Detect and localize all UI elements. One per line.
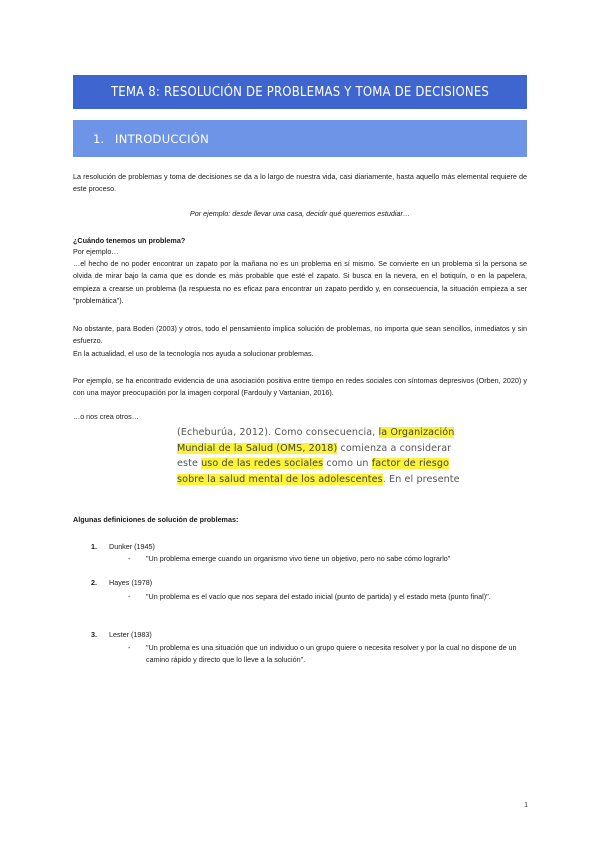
evidencia-paragraph: Por ejemplo, se ha encontrado evidencia de una asociación positiva entre tiempo en redes sociales con síntomas depresivos (Orben, 2020) y con una mayor preocupación por la imagen corporal (Fardouly y Vartanian, 2016). bbox=[73, 376, 527, 398]
quote-highlight: la Organización bbox=[378, 427, 455, 438]
quote-line-1 bbox=[177, 425, 455, 441]
section-number: 1. bbox=[93, 131, 104, 146]
zapato-paragraph: …el hecho de no poder encontrar un zapato por la mañana no es un problema en sí mismo. Se convierte en un problema si la persona se olvida de mirar bajo la cama que es donde es más probable que esté el zapato. Si busca en la nevera, en el botiquín, o en la papelera, empieza a crearse un problema (la respuesta no es eficaz para encontrar un zapato perdido y, en consecuencia, la situación empieza a ser "problemática"). bbox=[73, 259, 527, 306]
quote-highlight: Mundial de la Salud (OMS, 2018) bbox=[177, 442, 338, 454]
quote-text: este bbox=[177, 458, 202, 470]
definition-number: 3. bbox=[91, 630, 97, 639]
quote-line-3 bbox=[177, 456, 450, 472]
quote-line-2 bbox=[177, 441, 452, 457]
dash-bullet: - bbox=[128, 643, 131, 652]
definition-quote: "Un problema es una situación que un individuo o un grupo quiere o necesita resolver y por la cual no dispone de un camino rápido y directo que lo lleve a la solución". bbox=[146, 643, 517, 665]
crea-otros-line: …o nos crea otros… bbox=[73, 412, 139, 421]
tecnologia-paragraph: En la actualidad, el uso de la tecnología nos ayuda a solucionar problemas. bbox=[73, 349, 314, 358]
quote-text: como un bbox=[323, 458, 372, 470]
example-line: Por ejemplo: desde llevar una casa, decidir qué queremos estudiar… bbox=[189, 209, 411, 218]
dash-bullet: - bbox=[128, 592, 131, 601]
question-heading: ¿Cuándo tenemos un problema? bbox=[73, 236, 186, 245]
page-number: 1 bbox=[524, 802, 528, 809]
section-title: INTRODUCCIÓN bbox=[115, 131, 210, 146]
section-header bbox=[73, 120, 527, 157]
definition-author: Dunker (1945) bbox=[109, 542, 155, 551]
quote-highlight: factor de riesgo bbox=[371, 458, 450, 470]
quote-highlight: uso de las redes sociales bbox=[201, 458, 324, 470]
quote-text: . En el presente bbox=[382, 473, 460, 485]
definition-author: Hayes (1978) bbox=[109, 578, 153, 587]
quote-line-4 bbox=[177, 472, 460, 488]
document-title-text: TEMA 8: RESOLUCIÓN DE PROBLEMAS Y TOMA DE DECISIONES bbox=[110, 84, 490, 100]
intro-paragraph: La resolución de problemas y toma de decisiones se da a lo largo de nuestra vida, casi diariamente, hasta aquello más elemental requiere de este proceso. bbox=[73, 172, 527, 194]
boden-paragraph: No obstante, para Boden (2003) y otros, todo el pensamiento implica solución de problemas, no importa que sean sencillos, inmediatos y sin esfuerzo. bbox=[73, 324, 527, 346]
quote-text: comienza a considerar bbox=[337, 442, 452, 454]
definition-quote: "Un problema emerge cuando un organismo vivo tiene un objetivo, pero no sabe cómo lograrlo" bbox=[146, 554, 451, 563]
document-title bbox=[73, 75, 527, 109]
quoted-text-image bbox=[177, 425, 460, 489]
definition-number: 2. bbox=[91, 578, 97, 587]
quote-text: (Echeburúa, 2012). Como consecuencia, bbox=[177, 427, 379, 438]
definition-number: 1. bbox=[91, 542, 97, 551]
dash-bullet: - bbox=[128, 554, 131, 563]
quote-highlight: sobre la salud mental de los adolescentes bbox=[177, 473, 383, 485]
por-ejemplo-label: Por ejemplo… bbox=[73, 247, 119, 256]
definition-author: Lester (1983) bbox=[109, 630, 152, 639]
definitions-heading: Algunas definiciones de solución de problemas: bbox=[73, 515, 239, 524]
definition-quote: "Un problema es el vacío que nos separa del estado inicial (punto de partida) y el estado meta (punto final)". bbox=[146, 592, 491, 601]
